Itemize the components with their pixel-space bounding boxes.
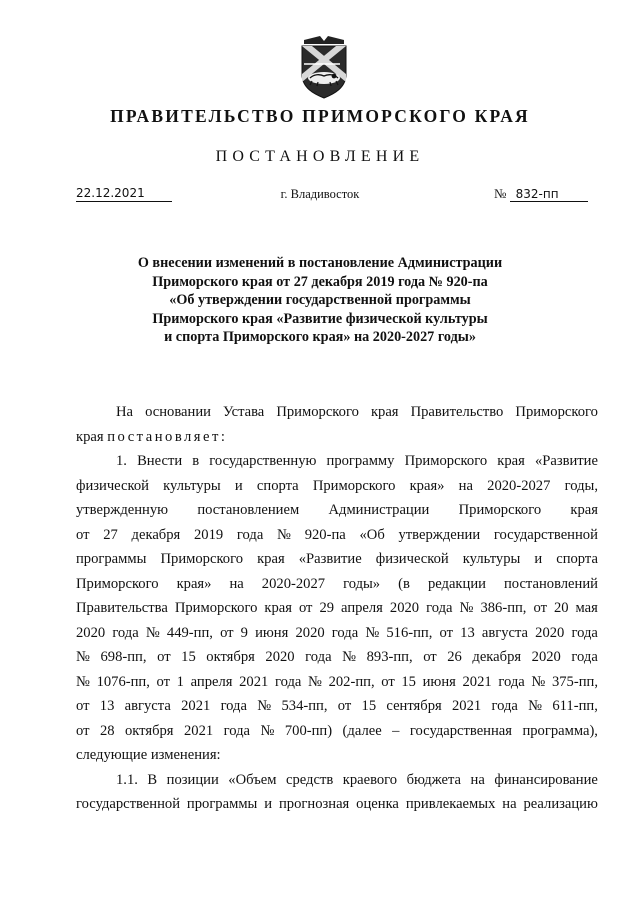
word: декабря bbox=[131, 526, 181, 543]
word: на bbox=[470, 771, 485, 788]
number-sign: № bbox=[494, 186, 507, 201]
word: 1076-пп, bbox=[96, 673, 150, 690]
word: утвержденную bbox=[76, 502, 169, 518]
word: года bbox=[491, 698, 518, 714]
word: года bbox=[305, 649, 332, 665]
word: 2020-2027 bbox=[487, 477, 551, 494]
word: 2021 bbox=[239, 673, 269, 690]
word: и bbox=[534, 551, 543, 567]
word: 2020 bbox=[76, 624, 106, 641]
word: Администрации bbox=[328, 502, 430, 518]
word: мая bbox=[575, 600, 598, 616]
word: № bbox=[459, 600, 474, 616]
word: в bbox=[192, 453, 200, 469]
word: 698-пп, bbox=[100, 649, 147, 665]
word: на bbox=[458, 477, 473, 494]
word: Приморского bbox=[76, 575, 159, 592]
word: декабря bbox=[472, 649, 522, 665]
word: края bbox=[264, 600, 292, 616]
word: от bbox=[156, 673, 171, 690]
text-line bbox=[76, 596, 598, 621]
text-line bbox=[76, 498, 598, 523]
word: «Развитие bbox=[534, 453, 598, 469]
word: 2020 bbox=[531, 649, 561, 665]
word: года bbox=[331, 624, 359, 641]
word: краевого bbox=[342, 771, 398, 788]
word: № bbox=[528, 698, 543, 714]
text-line bbox=[76, 400, 598, 425]
text-line bbox=[76, 645, 598, 670]
word: На bbox=[116, 404, 134, 420]
document-number-field bbox=[494, 186, 588, 202]
word: от bbox=[381, 673, 395, 690]
word: 15 bbox=[181, 649, 196, 665]
word: № bbox=[260, 722, 275, 739]
text-line bbox=[76, 694, 598, 719]
text-line bbox=[76, 523, 598, 548]
word: редакции bbox=[427, 575, 486, 592]
word: Приморского bbox=[276, 404, 359, 420]
word: позиции bbox=[166, 771, 219, 788]
word: реализацию bbox=[523, 796, 598, 812]
word: сентября bbox=[386, 698, 442, 714]
word: 2021 bbox=[451, 698, 482, 714]
subject-line: О внесении изменений в постановление Администрации bbox=[137, 255, 503, 271]
word: № bbox=[531, 673, 546, 690]
word: Правительства bbox=[76, 600, 168, 616]
word: финансирование bbox=[494, 771, 598, 788]
word: 920-па bbox=[304, 526, 346, 543]
document-body bbox=[76, 400, 598, 817]
word: 1.1. bbox=[116, 771, 138, 788]
word: края» bbox=[176, 575, 212, 592]
word: года bbox=[223, 722, 251, 739]
word: 2021 bbox=[183, 722, 214, 739]
word: Приморского bbox=[515, 404, 598, 420]
word: 449-пп, bbox=[166, 624, 213, 641]
word: 28 bbox=[99, 722, 115, 739]
keyword-postanovlyaet: постановляет: bbox=[107, 428, 228, 445]
word: государственной bbox=[76, 796, 181, 812]
word: 2019 bbox=[193, 526, 224, 543]
text-line bbox=[76, 719, 598, 744]
word: 13 bbox=[99, 698, 115, 714]
word: Приморского bbox=[312, 477, 396, 494]
word: культуры bbox=[462, 551, 521, 567]
word: 2020 bbox=[535, 624, 565, 641]
subject-line: и спорта Приморского края» на 2020-2027 годы» bbox=[164, 329, 476, 345]
word: августа bbox=[481, 624, 529, 641]
word: Приморского bbox=[160, 551, 244, 567]
word: от bbox=[533, 600, 547, 616]
word: «Об bbox=[359, 526, 385, 543]
text-line bbox=[76, 474, 598, 499]
word: 2020 bbox=[295, 624, 325, 641]
word: от bbox=[439, 624, 454, 641]
subject-line: «Об утверждении государственной программы bbox=[169, 292, 471, 308]
word: 13 bbox=[460, 624, 475, 641]
word: от bbox=[76, 698, 90, 714]
word: 20 bbox=[553, 600, 569, 616]
word: и bbox=[264, 796, 273, 812]
word: привлекаемых bbox=[405, 796, 496, 812]
word: физической bbox=[76, 477, 149, 494]
word: № bbox=[76, 673, 90, 690]
word: 15 bbox=[401, 673, 416, 690]
word: Приморского bbox=[404, 453, 488, 469]
word: программы bbox=[76, 551, 147, 567]
word: физической bbox=[375, 551, 449, 567]
word: 1. bbox=[116, 453, 127, 469]
word: оценка bbox=[356, 796, 399, 812]
word: утверждении bbox=[398, 526, 481, 543]
word: края bbox=[257, 551, 285, 567]
word: № bbox=[365, 624, 380, 641]
word: государственная bbox=[409, 722, 512, 739]
word: № bbox=[308, 673, 322, 690]
word: на bbox=[502, 796, 517, 812]
word: 375-пп, bbox=[551, 673, 598, 690]
word: июня bbox=[422, 673, 456, 690]
word: – bbox=[392, 722, 400, 739]
word: от bbox=[220, 624, 234, 641]
word: спорта bbox=[256, 477, 299, 494]
word: годы» bbox=[343, 575, 381, 592]
word: края bbox=[570, 502, 598, 518]
text-line bbox=[76, 768, 598, 793]
word: года bbox=[571, 624, 598, 641]
text-line: следующие изменения: bbox=[76, 747, 221, 763]
document-type: ПОСТАНОВЛЕНИЕ bbox=[215, 148, 425, 165]
word: от bbox=[76, 722, 90, 739]
word: апреля bbox=[341, 600, 383, 616]
word: культуры bbox=[163, 477, 221, 494]
word: 2020 bbox=[389, 600, 420, 616]
document-date: 22.12.2021 bbox=[76, 186, 172, 202]
word: годы, bbox=[564, 477, 598, 494]
word: № bbox=[76, 649, 90, 665]
word: № bbox=[342, 649, 357, 665]
word: 29 bbox=[319, 600, 335, 616]
subject-line: Приморского края от 27 декабря 2019 года № 920-па bbox=[152, 273, 488, 290]
word: года bbox=[274, 673, 302, 690]
word: октября bbox=[124, 722, 174, 739]
word: (далее bbox=[342, 722, 382, 739]
text-line bbox=[76, 670, 598, 695]
word: № bbox=[257, 698, 272, 714]
word: года bbox=[498, 673, 525, 690]
government-title: ПРАВИТЕЛЬСТВО ПРИМОРСКОГО КРАЯ bbox=[110, 106, 530, 126]
text-line bbox=[76, 425, 598, 450]
word: «Объем bbox=[228, 771, 277, 788]
word: Приморского bbox=[458, 502, 542, 518]
text-line bbox=[76, 449, 598, 474]
word: 2020-2027 bbox=[261, 575, 326, 592]
word: постановлений bbox=[503, 575, 598, 592]
word: края bbox=[370, 404, 399, 420]
word: 202-пп, bbox=[328, 673, 375, 690]
word: (в bbox=[398, 575, 410, 592]
text-line bbox=[76, 572, 598, 597]
word: года bbox=[426, 600, 453, 616]
word: 611-пп, bbox=[552, 698, 598, 714]
word: от bbox=[423, 649, 437, 665]
word: 700-пп) bbox=[284, 722, 333, 739]
word: 2021 bbox=[181, 698, 211, 714]
word: № bbox=[145, 624, 160, 641]
word: программу bbox=[326, 453, 395, 469]
word: 2021 bbox=[462, 673, 492, 690]
word: апреля bbox=[190, 673, 233, 690]
word: на bbox=[229, 575, 244, 592]
word: 27 bbox=[103, 526, 118, 543]
word: года bbox=[112, 624, 139, 641]
word: 534-пп, bbox=[281, 698, 328, 714]
text-line bbox=[76, 547, 598, 572]
text-line bbox=[76, 621, 598, 646]
word: года bbox=[571, 649, 598, 665]
word: программы bbox=[186, 796, 258, 812]
primorsky-coat-of-arms-icon bbox=[298, 34, 350, 100]
document-subject bbox=[80, 254, 560, 347]
word: В bbox=[147, 771, 158, 788]
word: 9 bbox=[240, 624, 248, 641]
word: 26 bbox=[447, 649, 462, 665]
word: государственную bbox=[209, 453, 317, 469]
word: от bbox=[157, 649, 171, 665]
word: прогнозная bbox=[279, 796, 350, 812]
word: Внести bbox=[137, 453, 183, 469]
word: программа), bbox=[522, 722, 598, 739]
word: августа bbox=[124, 698, 171, 714]
word: года bbox=[236, 526, 264, 543]
word: края» bbox=[409, 477, 445, 494]
word: от bbox=[298, 600, 313, 616]
subject-line: Приморского края «Развитие физической культуры bbox=[152, 310, 488, 327]
word: от bbox=[337, 698, 352, 714]
word: 15 bbox=[361, 698, 377, 714]
word: октября bbox=[206, 649, 255, 665]
word: средств bbox=[285, 771, 334, 788]
text-fragment: края bbox=[76, 428, 104, 445]
word: Устава bbox=[223, 404, 265, 420]
word: от bbox=[76, 526, 90, 543]
document-number: 832-пп bbox=[510, 187, 588, 202]
word: 1 bbox=[176, 673, 184, 690]
word: 386-пп, bbox=[480, 600, 527, 616]
word: постановлением bbox=[197, 502, 300, 518]
word: «Развитие bbox=[298, 551, 362, 567]
word: № bbox=[277, 526, 291, 543]
word: бюджета bbox=[406, 771, 462, 788]
word: 2020 bbox=[265, 649, 295, 665]
document-city: г. Владивосток bbox=[280, 187, 360, 201]
text-line bbox=[76, 792, 598, 817]
word: Правительство bbox=[410, 404, 504, 420]
word: края bbox=[497, 453, 525, 469]
word: государственной bbox=[493, 526, 598, 543]
word: и bbox=[234, 477, 243, 494]
word: 516-пп, bbox=[386, 624, 433, 641]
word: года bbox=[220, 698, 247, 714]
word: 893-пп, bbox=[366, 649, 413, 665]
word: основании bbox=[145, 404, 211, 420]
word: Приморского bbox=[174, 600, 258, 616]
word: спорта bbox=[556, 551, 598, 567]
word: июня bbox=[255, 624, 289, 641]
